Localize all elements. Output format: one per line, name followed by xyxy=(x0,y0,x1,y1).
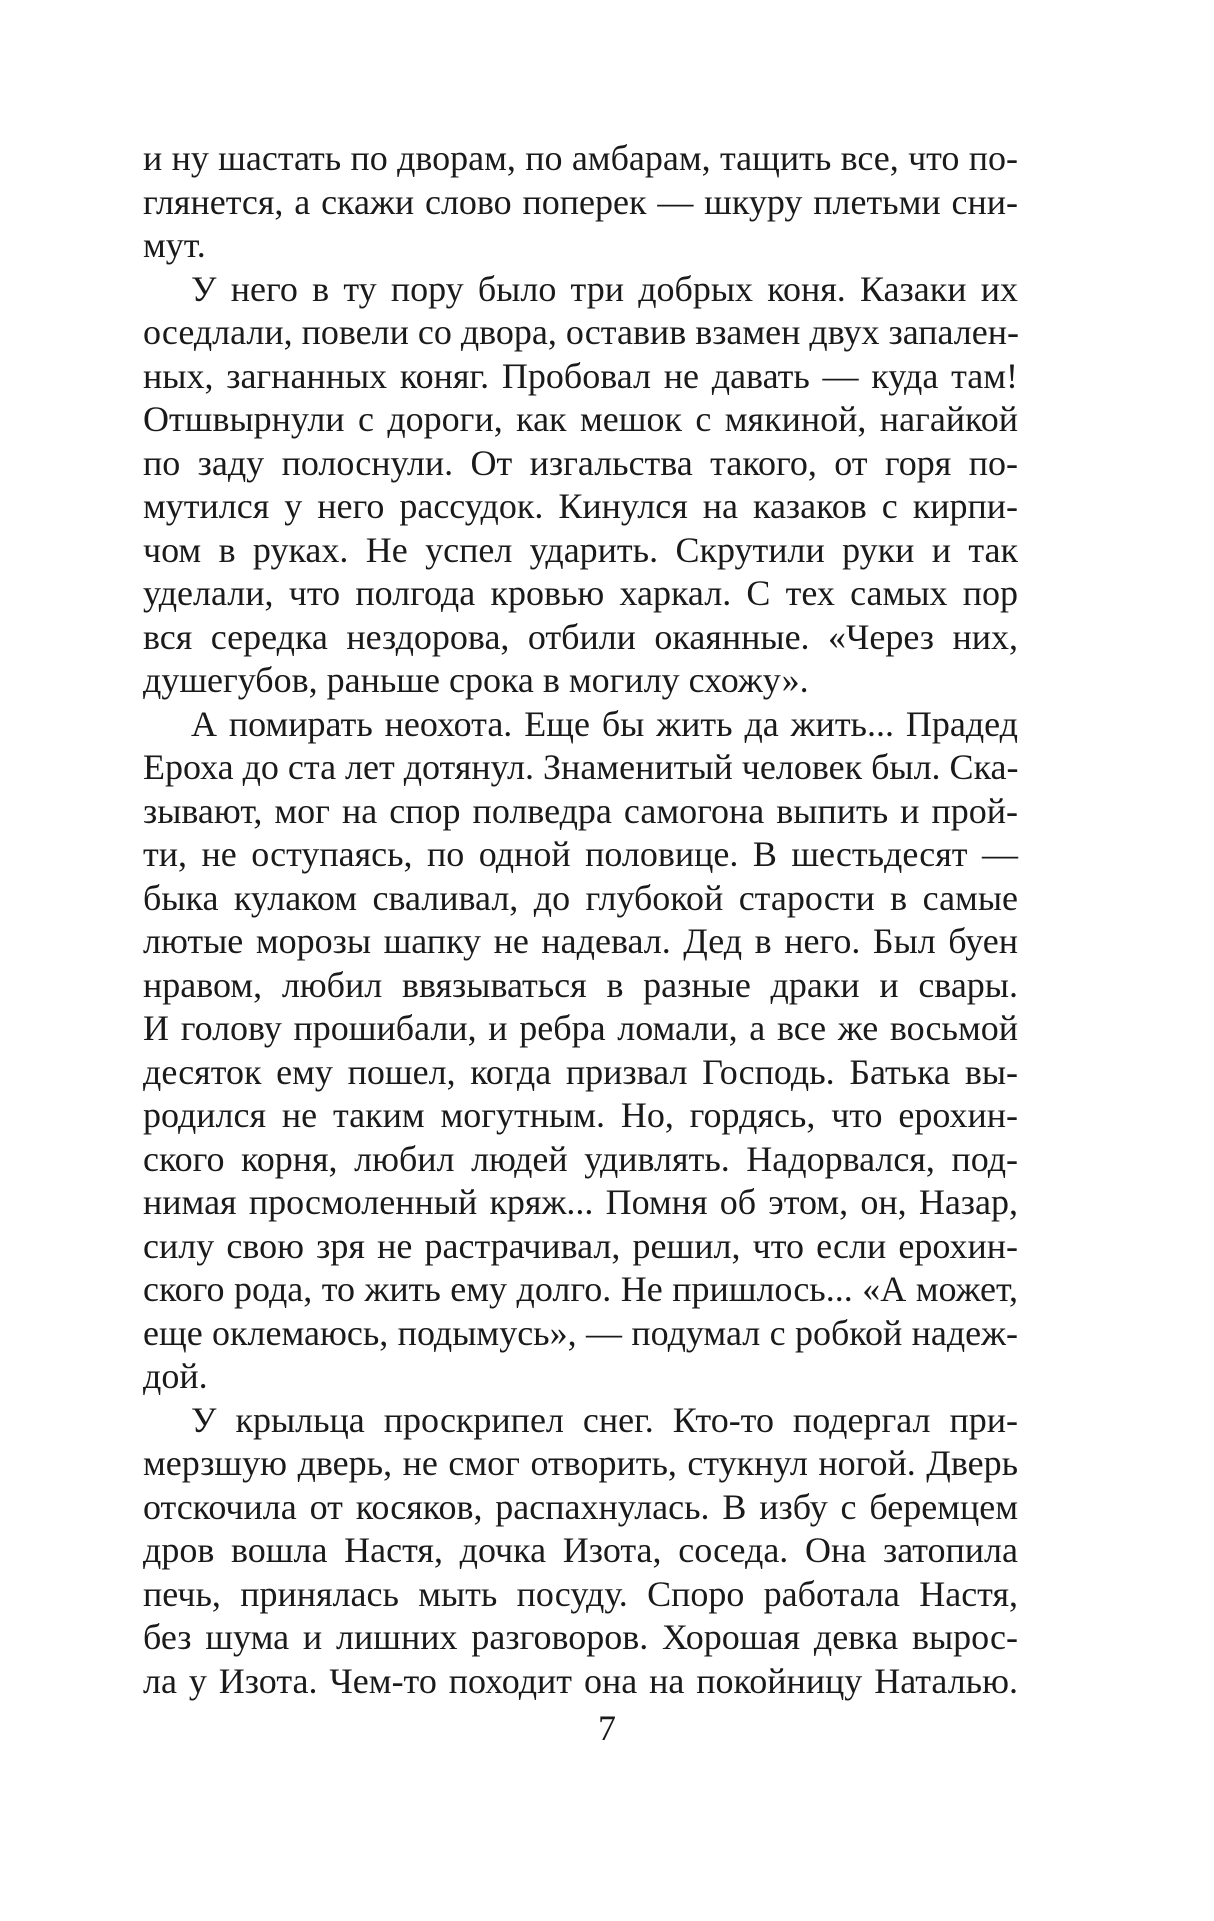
text-line: глянется, а скажи слово поперек — шкуру плетьми сни- xyxy=(143,181,1018,222)
text-line: Отшвырнули с дороги, как мешок с мякиной, нагайкой xyxy=(143,399,1018,439)
text-line: уделали, что полгода кровью харкал. С тех самых пор xyxy=(143,573,1018,613)
text-line: ского корня, любил людей удивлять. Надорвался, под- xyxy=(143,1138,1018,1179)
text-line: ла у Изота. Чем-то походит она на покойницу Наталью. xyxy=(143,1660,1018,1701)
text-line: лютые морозы шапку не надевал. Дед в него. Был буен xyxy=(143,921,1018,961)
text-line: быка кулаком сваливал, до глубокой старости в самые xyxy=(143,877,1018,918)
paragraph xyxy=(143,137,1018,268)
text-line: нравом, любил ввязываться в разные драки и свары. xyxy=(143,964,1018,1005)
body-text xyxy=(143,137,1018,1703)
text-line: десяток ему пошел, когда призвал Господь. Батька вы- xyxy=(143,1051,1018,1092)
text-line: оседлали, повели со двора, оставив взамен двух запален- xyxy=(143,312,1019,352)
text-line: чом в руках. Не успел ударить. Скрутили руки и так xyxy=(143,529,1018,570)
text-line: родился не таким могутным. Но, гордясь, что ерохин- xyxy=(143,1095,1018,1135)
text-line: мерзшую дверь, не смог отворить, стукнул ногой. Дверь xyxy=(143,1443,1018,1483)
text-line: силу свою зря не растрачивал, решил, что если ерохин- xyxy=(143,1225,1018,1266)
text-line: дой. xyxy=(143,1356,208,1396)
text-line: И голову прошибали, и ребра ломали, а все же восьмой xyxy=(143,1008,1018,1048)
text-line: печь, принялась мыть посуду. Споро работала Настя, xyxy=(143,1573,1018,1614)
text-line: мут. xyxy=(143,225,206,265)
text-line: по заду полоснули. От изгальства такого, от горя по- xyxy=(143,442,1018,483)
paragraph xyxy=(143,1399,1018,1704)
text-line: А помирать неохота. Еще бы жить да жить... Прадед xyxy=(191,703,1018,744)
text-line: без шума и лишних разговоров. Хорошая девка вырос- xyxy=(143,1617,1018,1657)
text-line: ского рода, то жить ему долго. Не пришлось... «А может, xyxy=(143,1269,1018,1309)
text-line: Ероха до ста лет дотянул. Знаменитый человек был. Ска- xyxy=(143,747,1019,787)
text-line: У него в ту пору было три добрых коня. Казаки их xyxy=(191,268,1018,309)
text-line: ных, загнанных коняг. Пробовал не давать — куда там! xyxy=(143,355,1018,396)
text-line: нимая просмоленный кряж... Помня об этом, он, Назар, xyxy=(143,1182,1018,1222)
paragraph xyxy=(143,703,1018,1399)
paragraph xyxy=(143,268,1018,703)
text-line: дров вошла Настя, дочка Изота, соседа. Она затопила xyxy=(143,1530,1018,1570)
text-line: и ну шастать по дворам, по амбарам, тащить все, что по- xyxy=(143,138,1018,178)
page-number: 7 xyxy=(598,1708,616,1748)
text-line: душегубов, раньше срока в могилу схожу». xyxy=(143,660,809,700)
text-line: еще оклемаюсь, подымусь», — подумал с робкой надеж- xyxy=(143,1312,1018,1353)
text-line: мутился у него рассудок. Кинулся на казаков с кирпи- xyxy=(143,486,1018,526)
text-line: У крыльца проскрипел снег. Кто-то подергал при- xyxy=(191,1399,1018,1440)
text-line: вся середка нездорова, отбили окаянные. «Через них, xyxy=(143,616,1018,657)
text-line: отскочила от косяков, распахнулась. В избу с беремцем xyxy=(143,1486,1018,1527)
text-line: ти, не оступаясь, по одной половице. В шестьдесят — xyxy=(143,834,1018,874)
text-line: зывают, мог на спор полведра самогона выпить и прой- xyxy=(143,790,1018,831)
